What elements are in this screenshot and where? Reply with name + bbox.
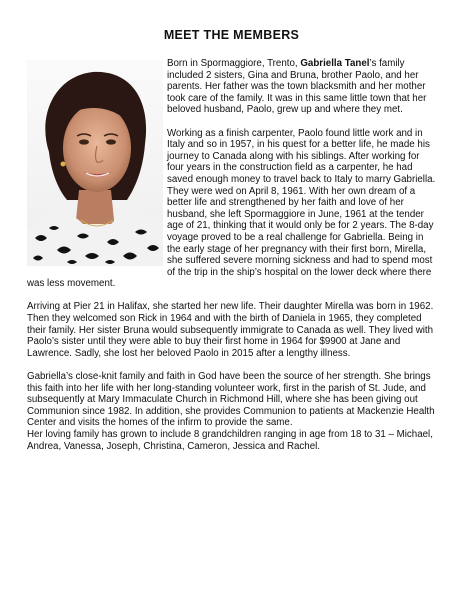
intro-text-start: Born in Spormaggiore, Trento, [167,58,301,69]
member-name: Gabriella Tanel [300,58,370,69]
page-title: MEET THE MEMBERS [163,28,300,42]
photo-spacer [27,58,167,270]
paragraph-faith: Gabriella’s close-knit family and faith in God have been the source of her strength. She brings this faith into her life with her long-standing volunteer work, first in the parish of St. Jude, and subsequently at Mary Immaculate Church in Richmond Hill, where she has been giving out Communion since 1982. In addition, she provides Communion to patients at Mackenzie Health Center and visits the homes of the infirm to provide the same. [27,371,435,429]
article-body [27,58,439,464]
paragraph-family: Her loving family has grown to include 8 grandchildren ranging in age from 18 to 31 – Michael, Andrea, Vanessa, Joseph, Christina, Cameron, Jessica and Rachel. [27,429,433,452]
intro-text-end: ’s family included 2 sisters, Gina and Bruna, brother Paolo, and her parents. Her father was the town blacksmith and her mother took care of the family. It was in this same little town that her beloved husband, Paolo, grew up and where they met. [167,58,427,116]
paragraph-journey: Working as a finish carpenter, Paolo found little work and in Italy and so in 1957, in his quest for a better life, he made his journey to Canada along with his siblings. After working for four years in the construction field as a carpenter, he had saved enough money to travel back to Italy to marry Gabriella. They were wed on April 8, 1961. With her own dream of a better life and strengthened by her faith and love of her husband, she left Spormaggiore in June, 1961 at the tender age of 21, thinking that it would only be for 2 years. The 8-day voyage proved to be a real challenge for Gabriella. Being in the early stage of her pregnancy with their first born, Mirella, she suffered severe morning sickness and had to spend most of the trip in the ship’s hospital on the lower deck where there was less movement. [27,127,436,290]
paragraph-arrival: Arriving at Pier 21 in Halifax, she started her new life. Their daughter Mirella was born in 1962. Then they welcomed son Rick in 1964 and with the birth of Daniela in 1965, they completed their family. Her sister Bruna would subsequently immigrate to Canada as well. They lived with Paolo’s sister until they were able to buy their first home in 1964 for $9900 at Jane and Lawrence. Sadly, she lost her beloved Paolo in 2015 after a lengthy illness. [27,301,434,359]
